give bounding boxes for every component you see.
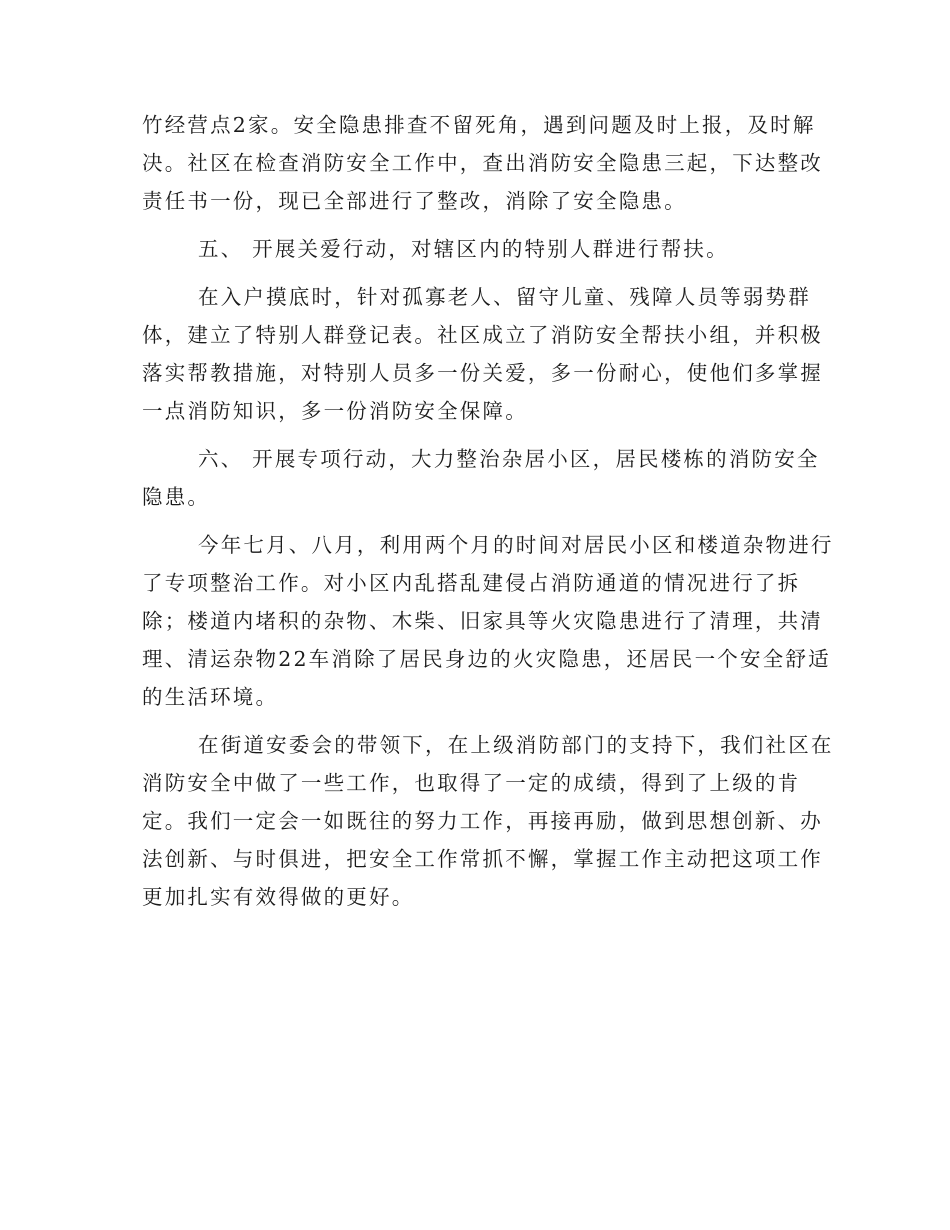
text-line: 责任书一份，现已全部进行了整改，消除了安全隐患。 <box>142 189 687 213</box>
text-line: 体，建立了特别人群登记表。社区成立了消防安全帮扶小组，并积极 <box>142 323 823 347</box>
text-line: 法创新、与时俱进，把安全工作常抓不懈，掌握工作主动把这项工作 <box>142 847 823 871</box>
text-line: 竹经营点2家。安全隐患排查不留死角，遇到问题及时上报，及时解 <box>142 113 816 137</box>
document-body <box>142 106 834 916</box>
paragraph <box>142 726 834 916</box>
text-line: 今年七月、八月，利用两个月的时间对居民小区和楼道杂物进行 <box>198 533 834 557</box>
paragraph <box>142 106 823 220</box>
paragraph <box>142 526 834 716</box>
text-line: 除；楼道内堵积的杂物、木柴、旧家具等火灾隐患进行了清理，共清 <box>142 609 823 633</box>
text-line: 定。我们一定会一如既往的努力工作，再接再励，做到思想创新、办 <box>142 809 823 833</box>
text-line: 了专项整治工作。对小区内乱搭乱建侵占消防通道的情况进行了拆 <box>142 571 801 595</box>
text-line: 一点消防知识，多一份消防安全保障。 <box>142 399 528 423</box>
heading-line: 六、 开展专项行动，大力整治杂居小区，居民楼栋的消防安全 <box>198 447 820 471</box>
section-heading <box>142 440 820 516</box>
heading-line: 五、 开展关爱行动，对辖区内的特别人群进行帮扶。 <box>198 237 729 261</box>
section-heading <box>142 230 808 268</box>
text-line: 消防安全中做了一些工作，也取得了一定的成绩，得到了上级的肯 <box>142 771 801 795</box>
heading-line: 隐患。 <box>142 485 211 509</box>
paragraph <box>142 278 823 430</box>
text-line: 在街道安委会的带领下，在上级消防部门的支持下，我们社区在 <box>198 733 834 757</box>
text-line: 理、清运杂物22车消除了居民身边的火灾隐患，还居民一个安全舒适 <box>142 647 831 671</box>
text-line: 的生活环境。 <box>142 685 279 709</box>
text-line: 更加扎实有效得做的更好。 <box>142 885 415 909</box>
text-line: 落实帮教措施，对特别人员多一份关爱，多一份耐心，使他们多掌握 <box>142 361 823 385</box>
text-line: 在入户摸底时，针对孤寡老人、留守儿童、残障人员等弱势群 <box>198 285 811 309</box>
text-line: 决。社区在检查消防安全工作中，查出消防安全隐患三起，下达整改 <box>142 151 823 175</box>
